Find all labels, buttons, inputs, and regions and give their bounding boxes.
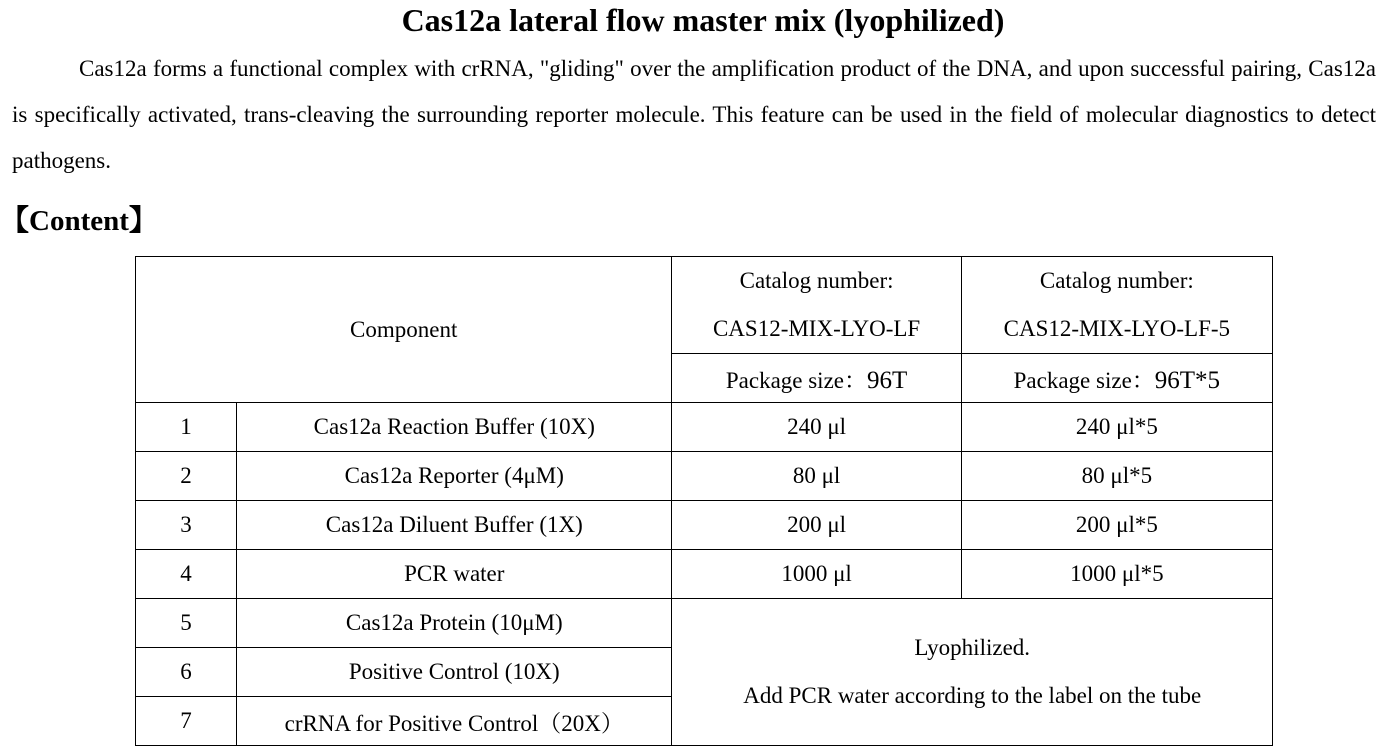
component-name: Cas12a Protein (10μM) <box>237 599 672 648</box>
table-row <box>136 599 1273 648</box>
component-name: Cas12a Reaction Buffer (10X) <box>237 403 672 452</box>
table-row <box>136 403 1273 452</box>
table-header-row <box>136 257 1273 354</box>
catalog-label: Catalog number: <box>739 268 894 293</box>
lyophilized-note-line1: Lyophilized. <box>914 635 1031 660</box>
package-label: Package size： <box>1013 367 1155 393</box>
table-row <box>136 452 1273 501</box>
package-label: Package size： <box>725 367 867 393</box>
catalog-cell-five-pack <box>961 257 1272 354</box>
catalog-number: CAS12-MIX-LYO-LF <box>712 316 921 341</box>
row-number: 3 <box>136 501 237 550</box>
package-value: 96T <box>867 366 908 394</box>
table-row <box>136 550 1273 599</box>
document-title: Cas12a lateral flow master mix (lyophilized) <box>401 2 1005 38</box>
row-number: 1 <box>136 403 237 452</box>
catalog-cell-standard <box>672 257 961 354</box>
section-heading-content: 【Content】 <box>0 205 158 237</box>
intro-paragraph: Cas12a forms a functional complex with crRNA, "gliding" over the amplification product of the DNA, and upon successful pairing, Cas12a is specifically activated, trans-cleaving the surrounding reporter molecule. This feature can be used in the field of molecular diagnostics to detect pathogens. <box>12 56 1376 173</box>
row-number: 2 <box>136 452 237 501</box>
component-name: Positive Control (10X) <box>237 648 672 697</box>
package-size-standard <box>672 354 961 403</box>
lyophilized-note <box>672 599 1273 746</box>
package-value: 96T*5 <box>1154 366 1221 394</box>
component-name: Cas12a Reporter (4μM) <box>237 452 672 501</box>
quantity-five-pack: 80 μl*5 <box>961 452 1272 501</box>
quantity-standard: 240 μl <box>672 403 961 452</box>
row-number: 7 <box>136 697 237 746</box>
content-table <box>135 256 1273 746</box>
catalog-number: CAS12-MIX-LYO-LF-5 <box>1003 316 1231 341</box>
component-name: PCR water <box>237 550 672 599</box>
component-name: crRNA for Positive Control（20X） <box>237 697 672 746</box>
quantity-standard: 200 μl <box>672 501 961 550</box>
quantity-standard: 80 μl <box>672 452 961 501</box>
row-number: 4 <box>136 550 237 599</box>
quantity-standard: 1000 μl <box>672 550 961 599</box>
row-number: 5 <box>136 599 237 648</box>
component-header: Component <box>136 257 672 403</box>
package-size-five-pack <box>961 354 1272 403</box>
table-row <box>136 501 1273 550</box>
catalog-label: Catalog number: <box>1039 268 1194 293</box>
quantity-five-pack: 200 μl*5 <box>961 501 1272 550</box>
quantity-five-pack: 240 μl*5 <box>961 403 1272 452</box>
row-number: 6 <box>136 648 237 697</box>
lyophilized-note-line2: Add PCR water according to the label on the tube <box>743 683 1202 708</box>
component-name: Cas12a Diluent Buffer (1X) <box>237 501 672 550</box>
quantity-five-pack: 1000 μl*5 <box>961 550 1272 599</box>
